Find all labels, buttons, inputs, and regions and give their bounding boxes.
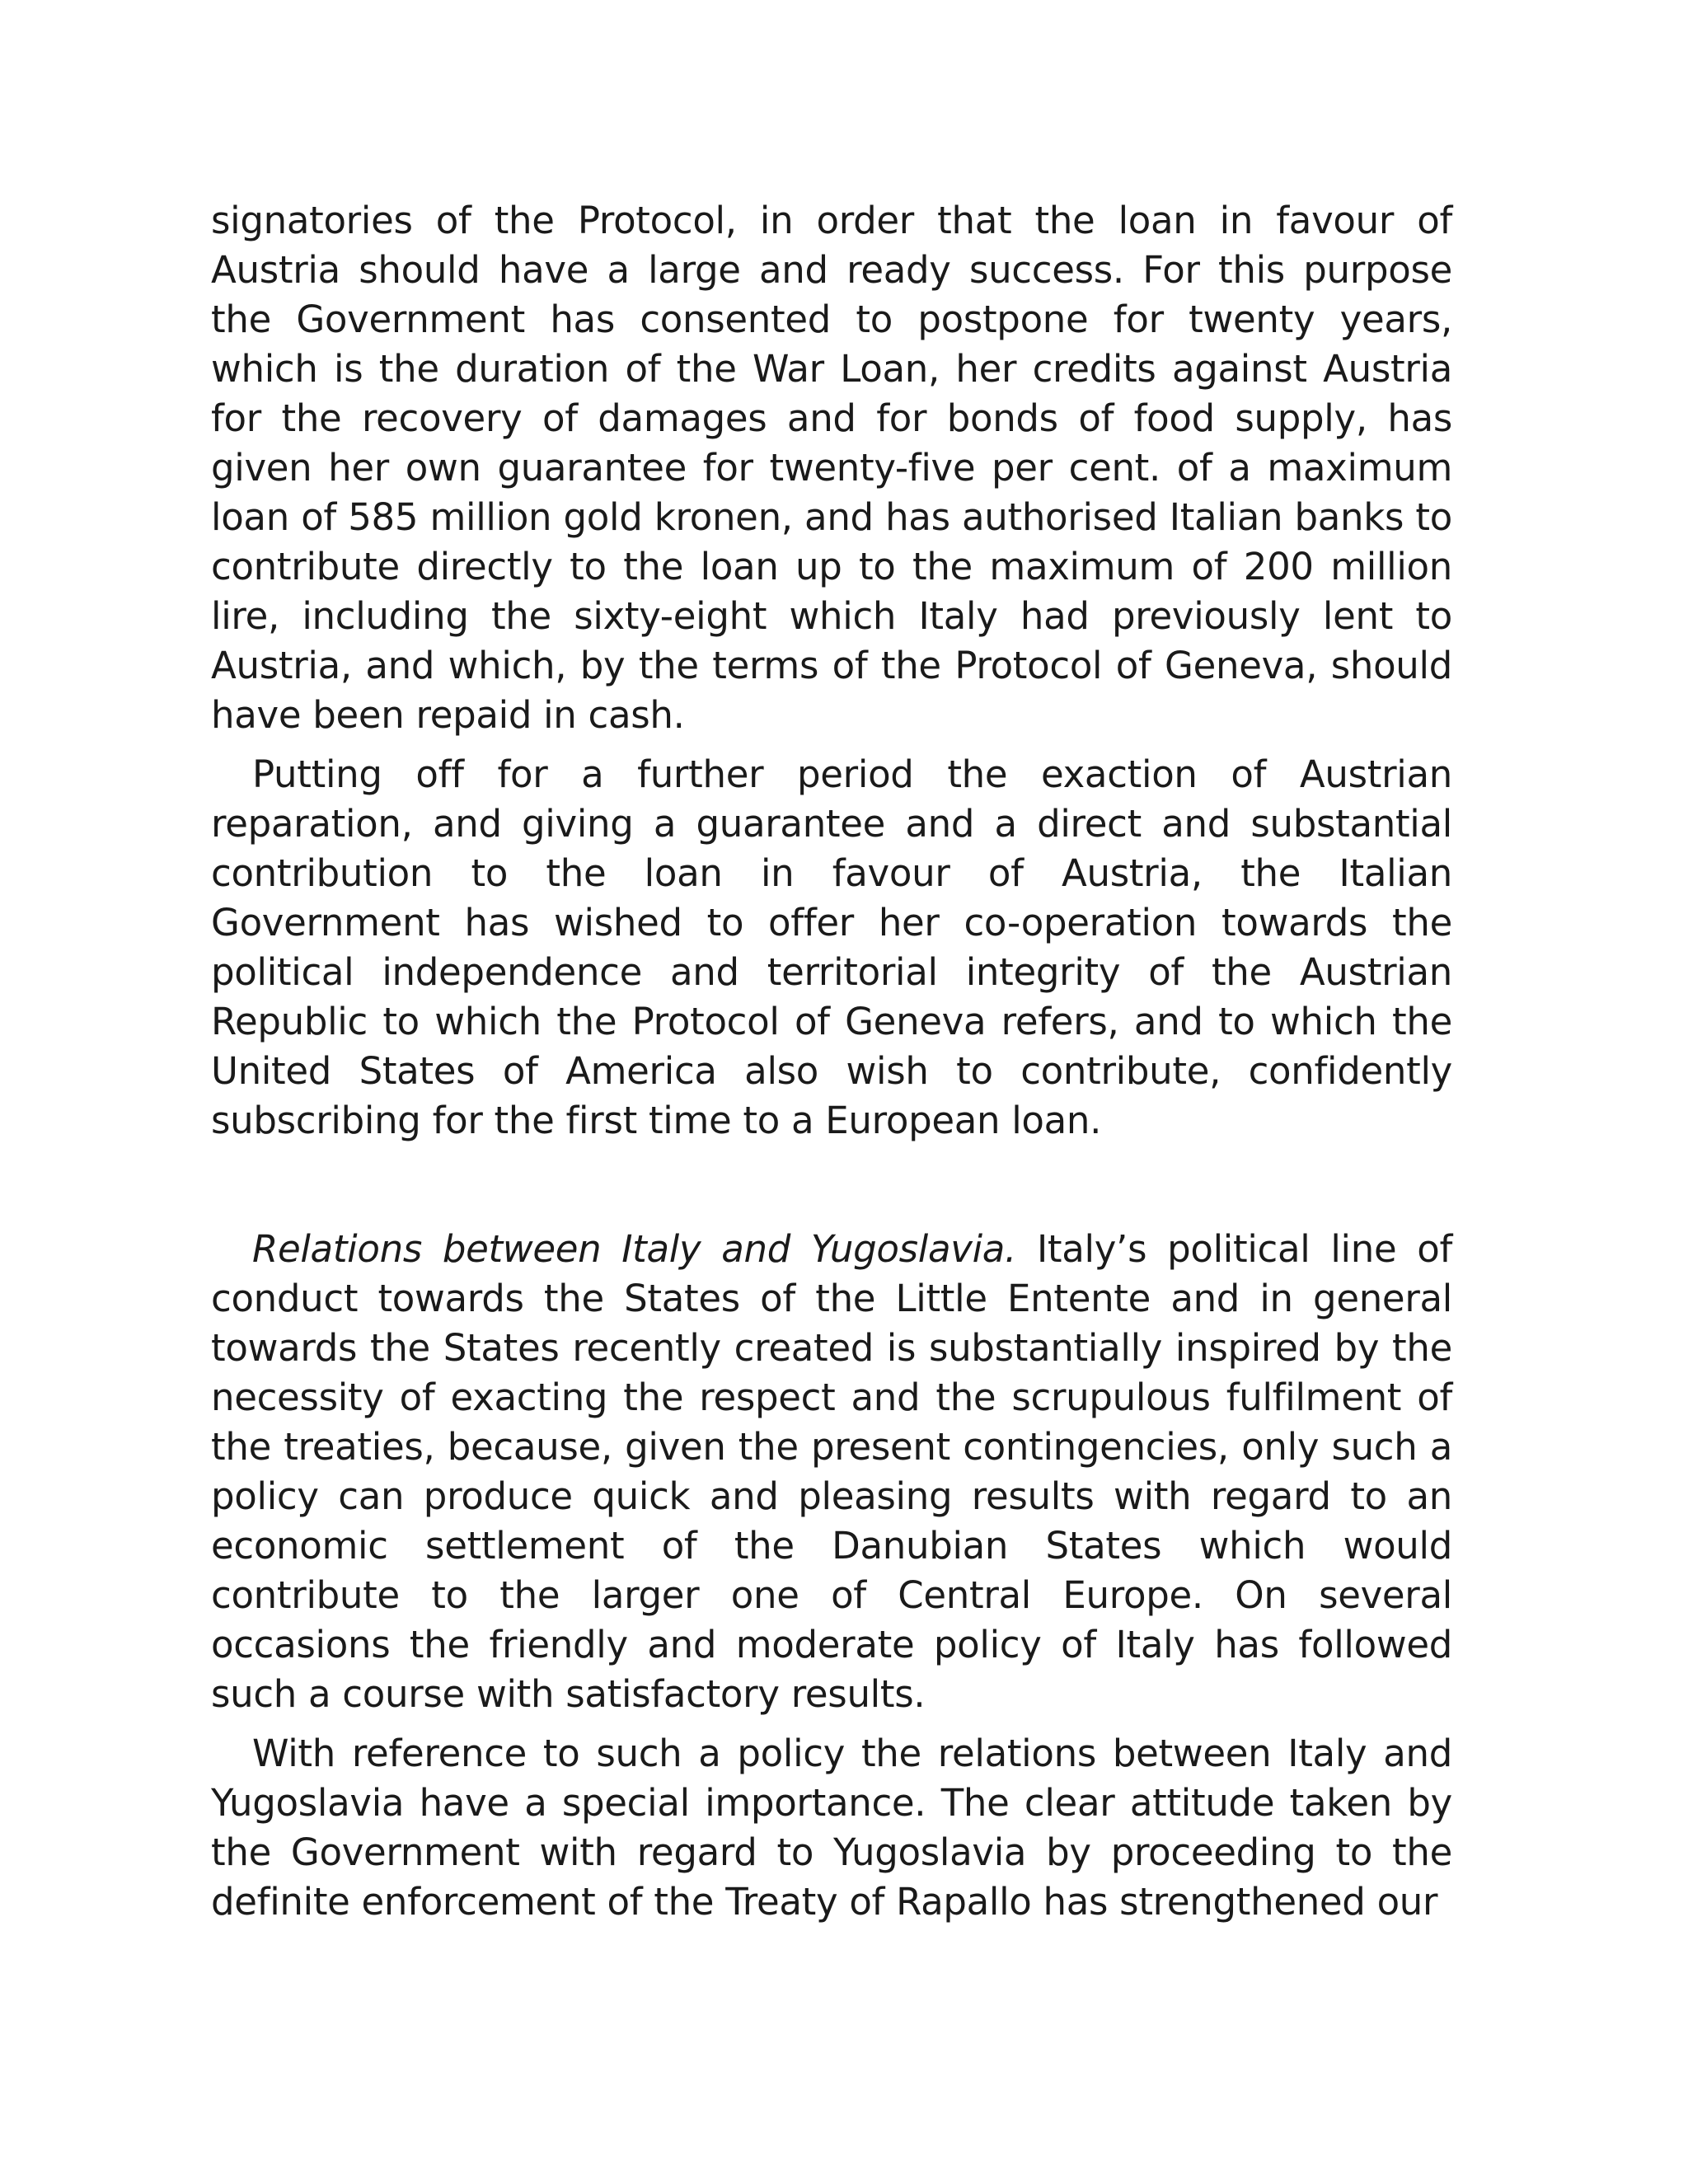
- paragraph-yugoslavia-relations: With reference to such a policy the relations between Italy and Yugoslavia have a special importance. The clear attitude taken by the Government with regard to Yugoslavia by proceeding to the definite enforcement of the Treaty of Rapallo has strengthened our: [211, 1732, 1452, 1924]
- paragraph-austria-loan: signatories of the Protocol, in order that the loan in favour of Austria should have a large and ready success. For this purpose the Government has consented to postpone for twenty years, which is the duration of the War Loan, her credits against Austria for the recovery of damages and for bonds of food supply, has given her own guarantee for twenty-five per cent. of a maximum loan of 585 million gold kronen, and has authorised Italian banks to contribute directly to the loan up to the maximum of 200 million lire, including the sixty-eight which Italy had previously lent to Austria, and which, by the terms of the Protocol of Geneva, should have been repaid in cash.: [211, 199, 1452, 737]
- section-lead-text: Italy’s political line of conduct towards the States of the Little Entente and in general towards the States recently created is substantially inspired by the necessity of exacting the respect and the scrupulous fulfilment of the treaties, because, given the present contingencies, only such a policy can produce quick and pleasing results with regard to an economic settlement of the Danubian States which would contribute to the larger one of Central Europe. On several occasions the friendly and moderate policy of Italy has followed such a course with satisfactory results.: [211, 1227, 1452, 1716]
- paragraph-austrian-reparation: Putting off for a further period the exaction of Austrian reparation, and giving a guarantee and a direct and substantial contribution to the loan in favour of Austria, the Italian Government has wished to offer her co-operation towards the political independence and territorial integrity of the Austrian Republic to which the Protocol of Geneva refers, and to which the United States of America also wish to contribute, confidently subscribing for the first time to a European loan.: [211, 752, 1452, 1142]
- section-heading: Relations between Italy and Yugoslavia.: [252, 1227, 1017, 1271]
- paragraph-italy-yugoslavia-section: [211, 1225, 1452, 1719]
- document-page: [211, 196, 1452, 1927]
